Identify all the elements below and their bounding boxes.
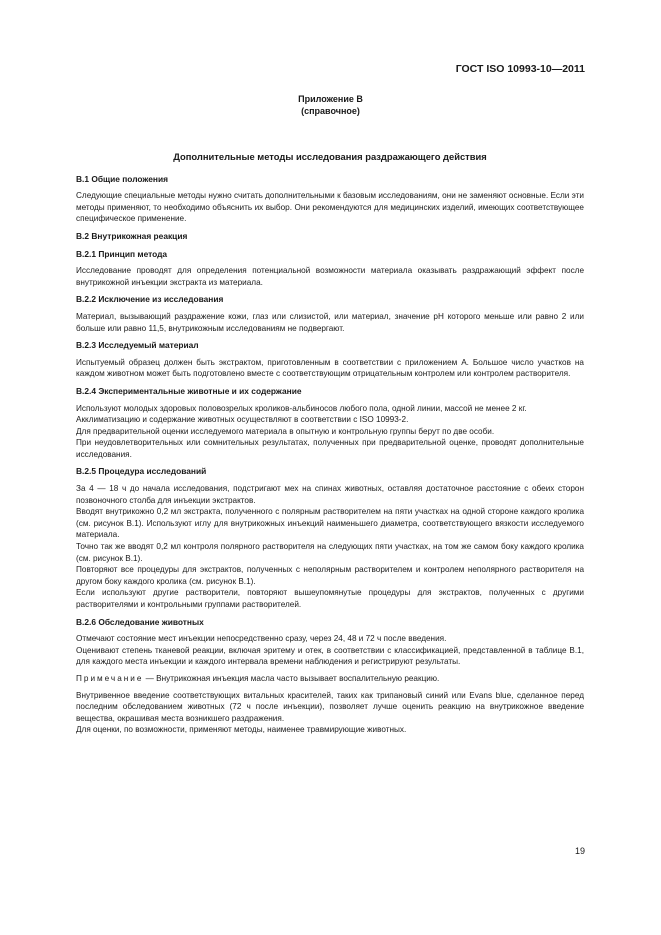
section-heading-b25: В.2.5 Процедура исследований <box>76 466 207 477</box>
section-heading-b26: В.2.6 Обследование животных <box>76 616 204 627</box>
section-heading-b21: В.2.1 Принцип метода <box>76 248 168 259</box>
paragraph: За 4 — 18 ч до начала исследования, подстригают мех на спинах животных, оставляя достаточное расстояние с обеих сторон позвоночного столба для инъекции экстрактов. <box>76 484 584 505</box>
paragraph: При неудовлетворительных или сомнительных результатах, полученных при предварительной оценке, проводят дополнительные исследования. <box>76 438 584 459</box>
note-label: Примечание <box>76 673 144 683</box>
section-heading-b23: В.2.3 Исследуемый материал <box>76 340 199 351</box>
paragraph: Для оценки, по возможности, применяют методы, наименее травмирующие животных. <box>76 725 407 735</box>
paragraph: Акклиматизацию и содержание животных осуществляют в соответствии с ISO 10993-2. <box>76 415 409 425</box>
section-heading-b1: В.1 Общие положения <box>76 173 169 184</box>
paragraph: Повторяют все процедуры для экстрактов, полученных с неполярным растворителем и контролем неполярного растворителя на другом боку каждого кролика (см. рисунок В.1). <box>76 565 584 586</box>
paragraph: Для предварительной оценки исследуемого материала в опытную и контрольную группы берут по две особи. <box>76 426 495 436</box>
paragraph: Оценивают степень тканевой реакции, включая эритему и отек, в соответствии с классификацией, представленной в таблице В.1, для каждого места инъекции и каждого интервала времени наблюдения и регистрируют результаты. <box>76 645 584 667</box>
note-text: — Внутрикожная инъекция масла часто вызывает воспалительную реакцию. <box>143 673 440 683</box>
paragraph: Вводят внутрикожно 0,2 мл экстракта, полученного с полярным растворителем на пяти участках на одной стороне каждого кролика (см. рисунок В.1). Используют иглу для внутрикожных инъекций наименьшего диаметра, соответствующего вязкости исследуемого материала. <box>76 507 584 540</box>
main-title: Дополнительные методы исследования раздражающего действия <box>173 151 487 162</box>
section-heading-b22: В.2.2 Исключение из исследования <box>76 294 224 305</box>
paragraph: Материал, вызывающий раздражение кожи, глаз или слизистой, или материал, значение pH которого меньше или равно 2 или больше или равно 11,5, внутрикожным исследованиям не подвергают. <box>76 311 584 333</box>
paragraph: Следующие специальные методы нужно считать дополнительными к базовым исследованиям, они не заменяют основные. Если эти методы применяют, то необходимо объяснить их выбор. Они рекомендуются для медицинских изделий, имеющих соответствующее специфическое применение. <box>76 191 584 224</box>
paragraph: Если используют другие растворители, повторяют вышеупомянутые процедуры для экстрактов, полученных с другими растворителями и контрольными группами растворителей. <box>76 588 584 609</box>
document-body <box>76 151 584 736</box>
paragraph: Точно так же вводят 0,2 мл контроля полярного растворителя на следующих пяти участках, на том же самом боку каждого кролика (см. рисунок В.1). <box>76 542 584 563</box>
paragraph: Используют молодых здоровых половозрелых кроликов-альбиносов любого пола, одной линии, массой не менее 2 кг. <box>76 403 527 413</box>
paragraph: Исследование проводят для определения потенциальной возможности материала оказывать раздражающий эффект после внутрикожной инъекции экстракта из материала. <box>76 266 584 287</box>
paragraph: Испытуемый образец должен быть экстрактом, приготовленным в соответствии с приложением А. Большое число участков на каждом животном может быть подготовлено вместе с соответствующим отрицательным контролем или контролем растворителя. <box>76 357 584 379</box>
standard-designation: ГОСТ ISO 10993-10—2011 <box>455 63 585 75</box>
appendix-title: Приложение В <box>298 94 363 104</box>
appendix-subtitle: (справочное) <box>301 106 360 116</box>
section-heading-b24: В.2.4 Экспериментальные животные и их содержание <box>76 385 302 396</box>
paragraph: Отмечают состояние мест инъекции непосредственно сразу, через 24, 48 и 72 ч после введения. <box>76 634 447 644</box>
section-heading-b2: В.2 Внутрикожная реакция <box>76 230 188 241</box>
note <box>76 673 584 685</box>
paragraph: Внутривенное введение соответствующих витальных красителей, таких как трипановый синий или Evans blue, сделанное перед последним обследованием животных (72 ч после инъекции), позволяет лучше оценить реакцию на внутрикожное введение вещества, окрашивая места возникшего раздражения. <box>76 690 584 723</box>
appendix-header <box>0 93 661 117</box>
page-number: 19 <box>574 846 585 856</box>
